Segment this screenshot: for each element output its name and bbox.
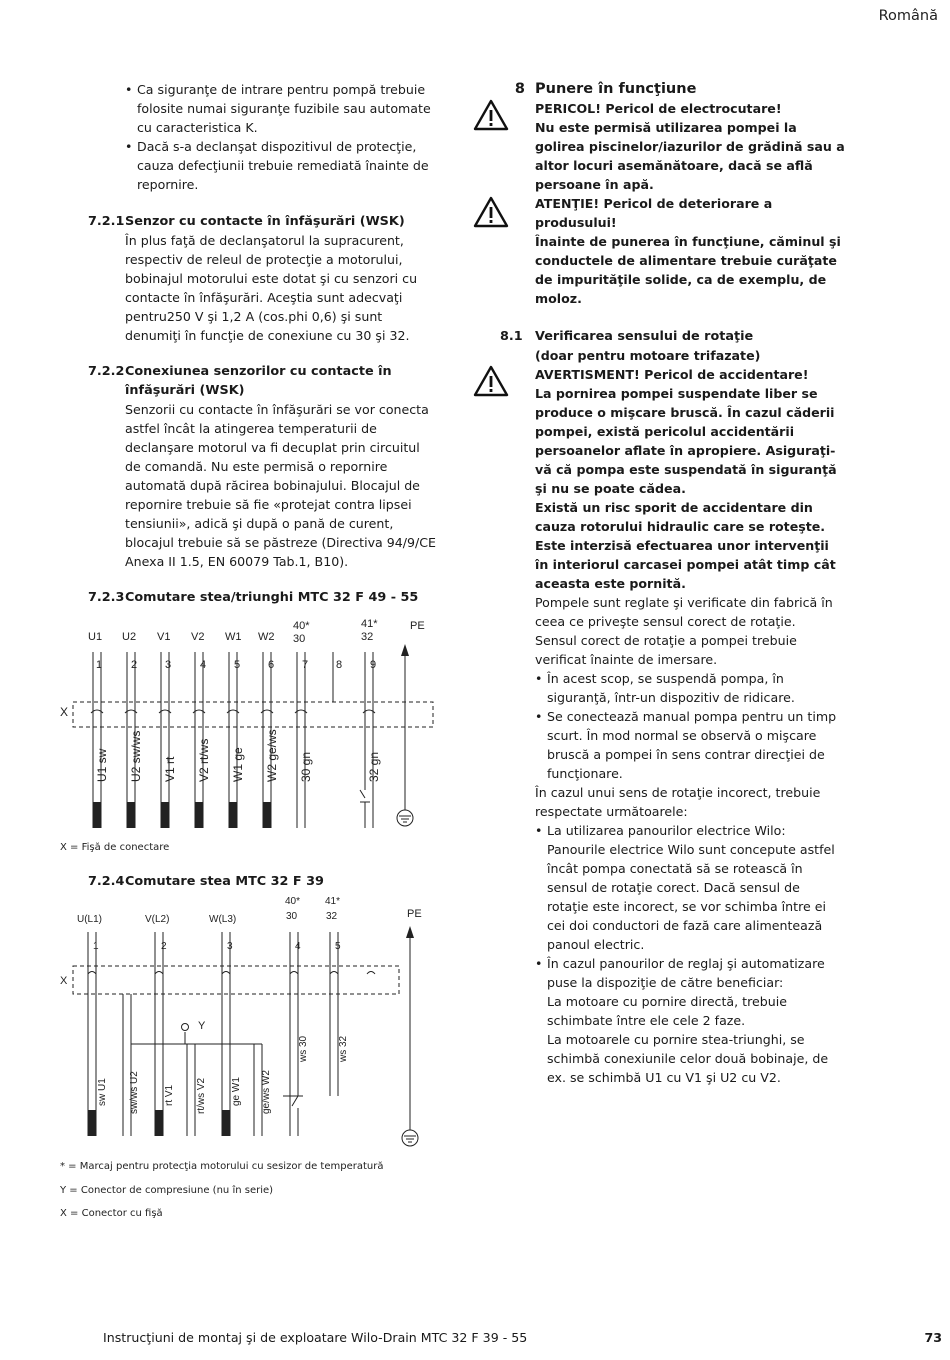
wire-label: ws 30	[298, 1035, 309, 1062]
terminal-label: 40*	[293, 620, 310, 632]
cable-end	[88, 1110, 96, 1136]
connector-hooks	[91, 710, 375, 713]
section-subtitle: (doar pentru motoare trifazate)	[535, 348, 761, 363]
pin-number: 7	[302, 659, 309, 671]
section-number: 7.2.2	[88, 364, 125, 379]
wire-label: V2 rt/ws	[197, 738, 211, 782]
wire-v2	[187, 1044, 195, 1136]
wire-32	[330, 932, 338, 1096]
injury-warning	[500, 365, 845, 593]
section-7-2-4	[88, 872, 438, 891]
pin-number: 5	[234, 659, 241, 671]
terminal-label: W2	[258, 631, 275, 643]
page-number: 73	[924, 1330, 942, 1345]
list-item-sub: La motoare cu pornire directă, trebuie schimbate între ele cele 2 faze.	[547, 994, 787, 1028]
connector-hooks	[88, 972, 375, 975]
terminal-label: 32	[361, 631, 374, 643]
connector-box	[73, 966, 399, 994]
section-body: Senzorii cu contacte în înfăşurări se vor conecta astfel încât la atingerea temperaturii de declanşare motorul va fi decuplat prin circuitul de comandă. Nu este permisă o repornire automată după răcirea bobinajului. Blocajul de repornire trebuie să fie «protejat contra lipsei tensiunii», adică şi după o pană de curent, blocajul trebuie să se păstreze (Directiva 94/9/CE Anexa II 1.5, EN 60079 Tab.1, B10).	[125, 402, 437, 569]
paragraph: Pompele sunt reglate şi verificate din fabrică în ceea ce priveşte sensul corect de rotaţie.	[535, 595, 833, 629]
wire-label: sw U1	[97, 1078, 108, 1106]
warning-body: Nu este permisă utilizarea pompei la golirea piscinelor/iazurilor de grădină sau a altor locuri asemănătoare, dacă se află persoane în apă.	[535, 120, 845, 192]
terminal-label: U1	[88, 631, 103, 643]
section-title: Conexiunea senzorilor cu contacte în înfăşurări (WSK)	[125, 364, 392, 398]
connector-y-label: Y	[198, 1020, 206, 1032]
terminal-label: 32	[326, 911, 338, 922]
warning-title: PERICOL! Pericol de electrocutare!	[535, 101, 782, 116]
pin-number: 3	[165, 659, 172, 671]
wire-label: W1 ge	[231, 747, 245, 782]
section-8-heading	[500, 80, 845, 99]
paragraph: În cazul unui sens de rotaţie incorect, trebuie respectate următoarele:	[535, 785, 821, 819]
cable-end	[155, 1110, 163, 1136]
cable-end	[222, 1110, 230, 1136]
wire-30	[297, 652, 305, 828]
bullet-list	[535, 821, 845, 1087]
section-number: 8.1	[500, 329, 523, 344]
thermal-switch	[283, 1096, 303, 1136]
list-item: • La utilizarea panourilor electrice Wilo: Panourile electrice Wilo sunt concepute astfel încât pompa conectată să se rotească în sensul de rotaţie corect. Dacă sensul de rotaţie este incorect, se vor schimba între ei cei doi conductori de fază care alimentează panoul electric.	[535, 821, 845, 954]
wire-label: ge/ws W2	[261, 1070, 272, 1114]
terminal-label: V2	[191, 631, 205, 643]
wire-label: sw/ws U2	[129, 1071, 140, 1114]
list-item	[535, 954, 845, 1087]
cable-end	[263, 802, 271, 828]
warning-title: AVERTISMENT! Pericol de accidentare!	[535, 367, 809, 382]
footer-text: Instrucţiuni de montaj şi de exploatare Wilo-Drain MTC 32 F 39 - 55	[103, 1330, 528, 1345]
diagram1-caption: X = Fişă de conectare	[60, 842, 170, 853]
wire-30	[290, 932, 298, 1096]
warning-triangle-icon	[473, 365, 509, 397]
thermal-switch	[360, 790, 373, 828]
wire-label: 32 gn	[367, 751, 381, 782]
warning-title: ATENŢIE! Pericol de deteriorare a produsului!	[535, 196, 773, 230]
terminal-label: W(L3)	[209, 914, 237, 925]
terminal-label: PE	[407, 908, 422, 920]
cable-end	[229, 802, 237, 828]
terminal-label: W1	[225, 631, 242, 643]
section-number: 8	[514, 81, 525, 97]
list-item-sub: La motoarele cu pornire stea-triunghi, se schimbă conexiunile celor două bobinaje, de ex. se schimbă U1 cu V1 şi U2 cu V2.	[547, 1032, 829, 1085]
pin-number: 5	[335, 941, 341, 952]
list-item: • În acest scop, se suspendă pompa, în siguranţă, într-un dispozitiv de ridicare.	[535, 669, 845, 707]
pin-number: 3	[227, 941, 233, 952]
wire-v	[155, 932, 163, 1136]
pin-number: 4	[295, 941, 301, 952]
wiring-diagram-star-delta	[55, 612, 445, 834]
connector-x-label: X	[60, 705, 69, 719]
section-number: 7.2.3	[88, 590, 125, 605]
cable-end	[127, 802, 135, 828]
terminal-label: 41*	[361, 618, 378, 630]
section-number: 7.2.1	[88, 214, 125, 229]
ground-icon	[402, 1130, 418, 1146]
pin-number: 1	[93, 941, 99, 952]
list-item: • Dacă s-a declanşat dispozitivul de protecţie, cauza defecţiunii trebuie remediată înainte de repornire.	[125, 137, 438, 194]
warning-body: Există un risc sporit de accidentare din cauza rotorului hidraulic care se roteşte. Este interzisă efectuarea unor intervenţii în interiorul carcasei pompei atât timp cât aceasta este pornită.	[535, 500, 836, 591]
section-8-1	[500, 327, 845, 1087]
cable-end	[195, 802, 203, 828]
star-bridge	[131, 1032, 262, 1044]
terminal-label: 30	[293, 633, 306, 645]
danger-warning	[500, 99, 845, 194]
paragraph: Sensul corect de rotaţie a pompei trebuie verificat înainte de imersare.	[535, 633, 797, 667]
wire-u1	[93, 652, 101, 828]
warning-triangle-icon	[473, 196, 509, 228]
warning-body: La pornirea pompei suspendate liber se produce o mişcare bruscă. În cazul căderii pompei, există pericolul accidentării persoanelor aflate în apropiere. Asiguraţi-vă că pompa este suspendată în siguranţă şi nu se poate cădea.	[535, 386, 837, 496]
wire-u	[88, 932, 96, 1136]
terminal-label: 41*	[325, 896, 341, 907]
section-7-2-3	[88, 588, 438, 607]
intro-bullets	[88, 80, 438, 194]
pin-number: 6	[268, 659, 275, 671]
wiring-diagram-star	[55, 894, 445, 1150]
wire-label: U2 sw/ws	[129, 730, 143, 782]
section-number: 7.2.4	[88, 874, 125, 889]
warning-triangle-icon	[473, 99, 509, 131]
list-item: • Se conectează manual pompa pentru un timp scurt. În mod normal se observă o mişcare bruscă a pompei în sens contrar direcţiei de funcţionare.	[535, 707, 845, 783]
section-title: Punere în funcţiune	[535, 81, 697, 97]
terminal-label: V(L2)	[145, 914, 170, 925]
terminal-label: 30	[286, 911, 298, 922]
compression-connector-icon	[182, 1024, 189, 1031]
wire-w	[222, 932, 230, 1136]
right-column	[500, 80, 845, 1087]
wire-label: ws 32	[338, 1035, 349, 1062]
pin-number: 4	[200, 659, 207, 671]
diagram2-caption: X = Conector cu fişă	[60, 1208, 163, 1219]
section-title: Comutare stea MTC 32 F 39	[125, 874, 324, 889]
left-column	[88, 80, 438, 607]
list-item-intro: În cazul panourilor de reglaj şi automatizare puse la dispoziţie de către beneficiar:	[547, 956, 825, 990]
wire-label: rt/ws V2	[196, 1077, 207, 1114]
wire-label: V1 rt	[163, 756, 177, 782]
wire-w1	[229, 652, 237, 828]
language-label: Română	[878, 8, 938, 24]
warning-body: Înainte de punerea în funcţiune, căminul şi conductele de alimentare trebuie curăţate de impurităţile solide, ca de exemplu, de moloz.	[535, 234, 841, 306]
pin-number: 2	[131, 659, 138, 671]
section-7-2-1	[88, 212, 438, 345]
wire-label: ge W1	[231, 1077, 242, 1106]
diagram2-caption: Y = Conector de compresiune (nu în serie)	[60, 1185, 274, 1196]
section-title: Comutare stea/triunghi MTC 32 F 49 - 55	[125, 590, 419, 605]
ground-icon	[397, 810, 413, 826]
section-body: În plus faţă de declanşatorul la supracurent, respectiv de releul de protecţie a motorului, bobinajul motorului este dotat şi cu senzori cu contacte în înfăşurări. Aceştia sunt adecvaţi pentru250 V şi 1,2 A (cos.phi 0,6) şi sunt denumiţi în funcţie de conexiune cu 30 şi 32.	[125, 233, 418, 343]
pe-arrow-icon	[406, 926, 414, 938]
bullet-list	[535, 669, 845, 783]
section-title: Senzor cu contacte în înfăşurări (WSK)	[125, 214, 405, 229]
wire-label: rt V1	[164, 1084, 175, 1106]
pin-number: 9	[370, 659, 377, 671]
terminal-label: V1	[157, 631, 171, 643]
cable-end	[93, 802, 101, 828]
pin-number: 8	[336, 659, 343, 671]
pin-number: 2	[161, 941, 167, 952]
pin-number: 1	[96, 659, 103, 671]
terminal-label: PE	[410, 620, 425, 632]
list-item: • Ca siguranţe de intrare pentru pompă trebuie folosite numai siguranţe fuzibile sau automate cu caracteristica K.	[125, 80, 438, 137]
pe-arrow-icon	[401, 644, 409, 656]
terminal-label: U(L1)	[77, 914, 103, 925]
terminal-label: U2	[122, 631, 137, 643]
terminal-label: 40*	[285, 896, 301, 907]
diagram2-caption: * = Marcaj pentru protecţia motorului cu sesizor de temperatură	[60, 1161, 384, 1172]
section-7-2-2	[88, 362, 438, 571]
section-title: Verificarea sensului de rotaţie	[535, 329, 754, 344]
wire-label: 30 gn	[299, 751, 313, 782]
connector-x-label: X	[60, 975, 68, 987]
wire-label: W2 ge/ws	[265, 729, 279, 782]
attention-warning	[500, 194, 845, 308]
cable-end	[161, 802, 169, 828]
wire-label: U1 sw	[95, 748, 109, 782]
